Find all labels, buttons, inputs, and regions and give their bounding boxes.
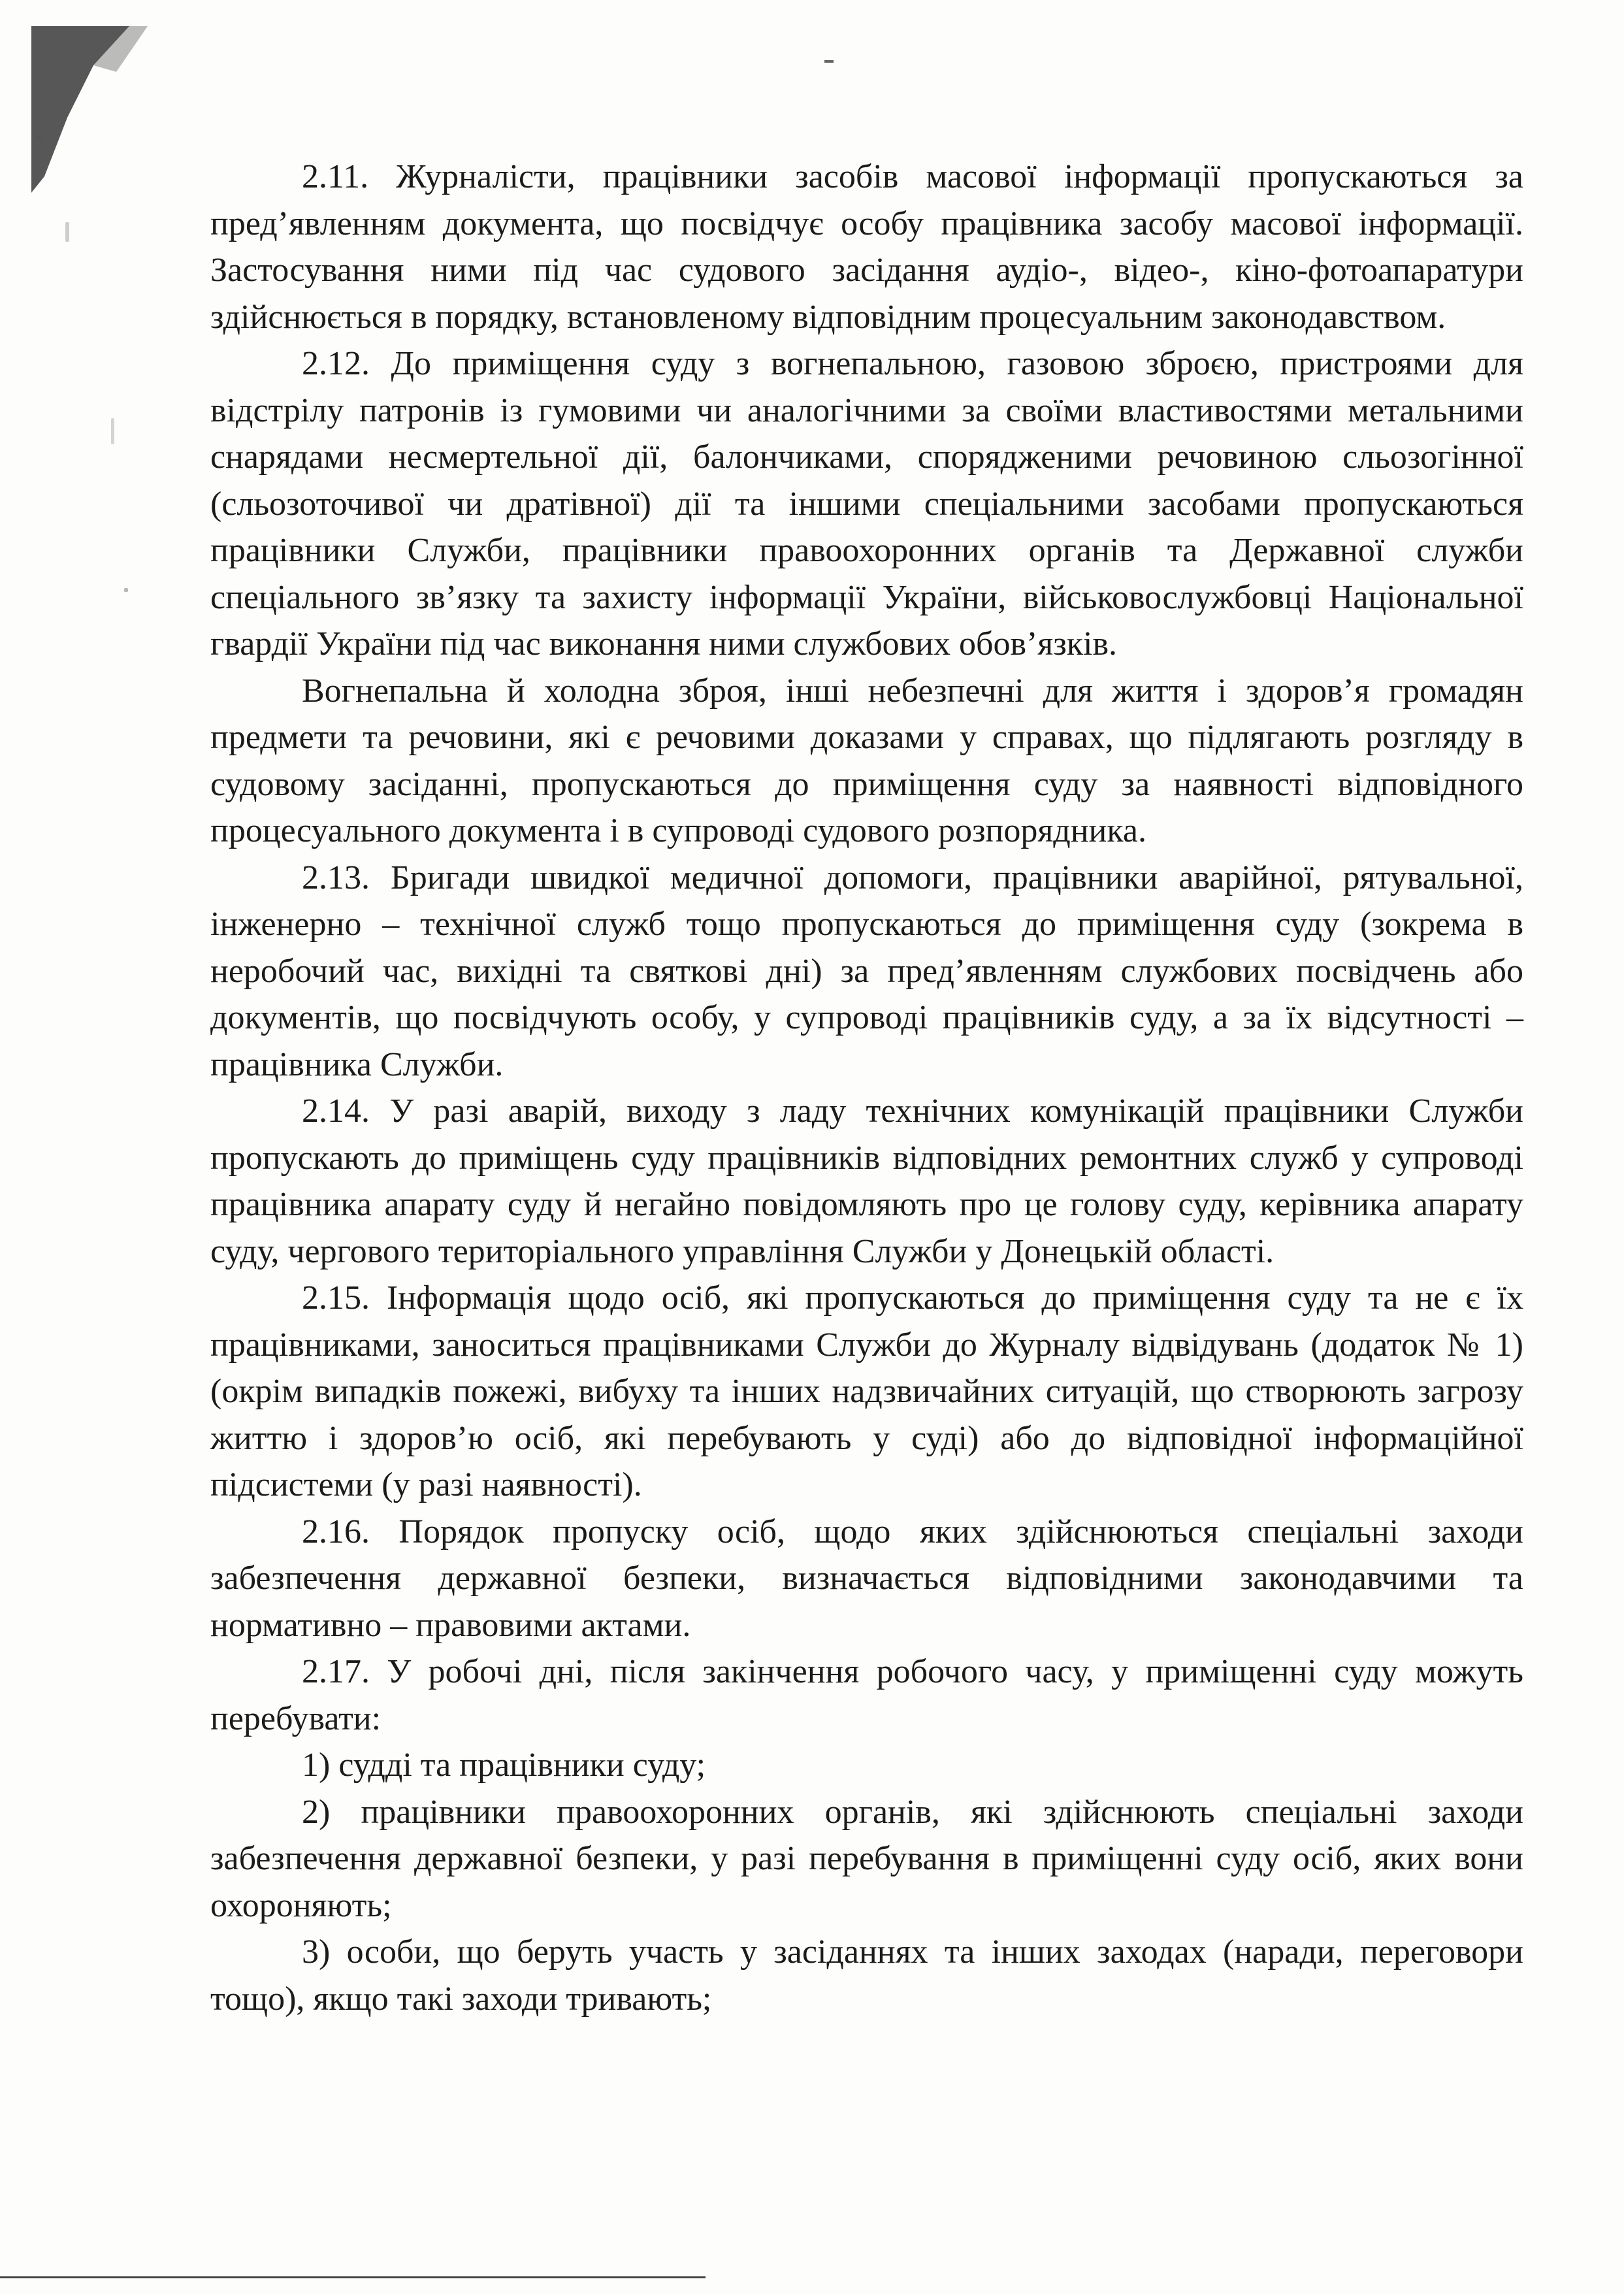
speck — [111, 418, 114, 444]
paragraph-2-17: 2.17. У робочі дні, після закінчення робочого часу, у приміщенні суду можуть перебувати: — [210, 1653, 1523, 1737]
paragraph-2-12: 2.12. До приміщення суду з вогнепальною, газовою зброєю, пристроями для відстрілу патронів із гумовими чи аналогічними за своїми властивостями метальними снарядами несмертельної дії, балончиками, спорядженими речовиною сльозогінної (сльозоточивої чи дратівної) дії та іншими спеціальними засобами пропускаються працівники Служби, працівники правоохоронних органів та Державної служби спеціального зв’язку та захисту інформації України, військовослужбовці Національної гвардії України під час виконання ними службових обов’язків. — [210, 345, 1523, 663]
speck — [65, 222, 69, 242]
paragraph-2-16: 2.16. Порядок пропуску осіб, щодо яких здійснюються спеціальні заходи забезпечення державної безпеки, визначається відповідними законодавчими та нормативно – правовими актами. — [210, 1513, 1523, 1644]
paragraph-2-15: 2.15. Інформація щодо осіб, які пропускаються до приміщення суду та не є їх працівниками, заноситься працівниками Служби до Журналу відвідувань (додаток № 1) (окрім випадків пожежі, вибуху та інших надзвичайних ситуацій, що створюють загрозу життю і здоров’ю осіб, які перебувають у суді) або до відповідної інформаційної підсистеми (у разі наявності). — [210, 1279, 1523, 1503]
scan-corner-shadow — [31, 26, 149, 196]
paragraph-2-11: 2.11. Журналісти, працівники засобів масової інформації пропускаються за пред’явленням документа, що посвідчує особу працівника засобу масової інформації. Застосування ними під час судового засідання аудіо-, відео-, кіно-фотоапаратури здійснюється в порядку, встановленому відповідним процесуальним законодавством. — [210, 158, 1523, 336]
document-body — [210, 154, 1523, 2022]
page-mark — [824, 60, 834, 63]
paragraph-weapons: Вогнепальна й холодна зброя, інші небезпечні для життя і здоров’я громадян предмети та речовини, які є речовими доказами у справах, що підлягають розгляду в судовому засіданні, пропускаються до приміщення суду за наявності відповідного процесуального документа і в супроводі судового розпорядника. — [210, 672, 1523, 849]
paragraph-2-13: 2.13. Бригади швидкої медичної допомоги, працівники аварійної, рятувальної, інженерно – технічної служб тощо пропускаються до приміщення суду (зокрема в неробочий час, вихідні та святкові дні) за пред’явленням службових посвідчень або документів, що посвідчують особу, у супроводі працівників суду, а за їх відсутності – працівника Служби. — [210, 859, 1523, 1083]
bottom-scan-line — [0, 2276, 706, 2278]
list-item-3: 3) особи, що беруть участь у засіданнях та інших заходах (наради, переговори тощо), якщо такі заходи тривають; — [210, 1933, 1523, 2018]
list-item-1: 1) судді та працівники суду; — [302, 1746, 706, 1784]
paragraph-2-14: 2.14. У разі аварій, виходу з ладу технічних комунікацій працівники Служби пропускають до приміщень суду працівників відповідних ремонтних служб у супроводі працівника апарату суду й негайно повідомляють про це голову суду, керівника апарату суду, чергового територіального управління Служби у Донецькій області. — [210, 1092, 1523, 1270]
speck — [124, 588, 128, 592]
list-item-2: 2) працівники правоохоронних органів, які здійснюють спеціальні заходи забезпечення державної безпеки, у разі перебування в приміщенні суду осіб, яких вони охороняють; — [210, 1793, 1523, 1924]
